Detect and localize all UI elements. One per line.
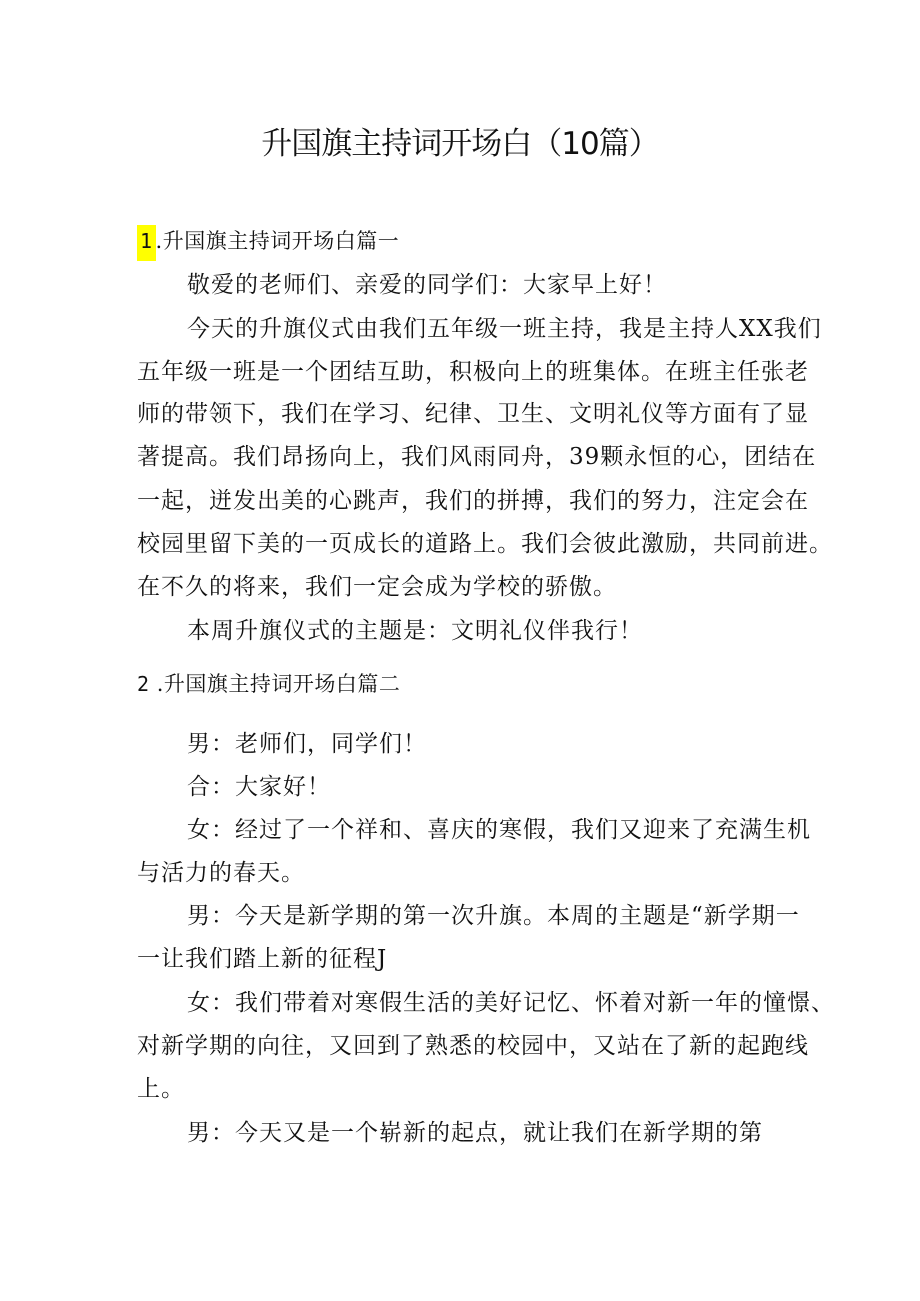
document-title: 升国旗主持词开场白（10篇） bbox=[261, 126, 659, 162]
dialogue-line: 合：大家好！ bbox=[187, 774, 331, 800]
dialogue-line: 男：老师们，同学们！ bbox=[187, 731, 427, 757]
paragraph-line: 校园里留下美的一页成长的道路上。我们会彼此激励，共同前进。 bbox=[137, 531, 833, 557]
highlighted-section-number: 1 bbox=[137, 225, 156, 261]
paragraph-line: 在不久的将来，我们一定会成为学校的骄傲。 bbox=[137, 574, 617, 600]
paragraph-line: 五年级一班是一个团结互助，积极向上的班集体。在班主任张老 bbox=[137, 359, 809, 385]
section-heading-1 bbox=[137, 224, 399, 258]
dialogue-line: 男：今天是新学期的第一次升旗。本周的主题是“新学期一 bbox=[187, 903, 800, 929]
section-heading-text: .升国旗主持词开场白篇一 bbox=[155, 229, 400, 253]
section-heading-2 bbox=[137, 667, 400, 701]
paragraph-line: 著提高。我们昂扬向上，我们风雨同舟，39颗永恒的心，团结在 bbox=[137, 444, 817, 470]
dialogue-line: 对新学期的向往，又回到了熟悉的校园中，又站在了新的起跑线 bbox=[137, 1033, 809, 1059]
paragraph-line: 今天的升旗仪式由我们五年级一班主持，我是主持人XX我们 bbox=[187, 316, 822, 342]
dialogue-line: 上。 bbox=[137, 1076, 185, 1102]
paragraph-line: 本周升旗仪式的主题是：文明礼仪伴我行！ bbox=[187, 618, 643, 644]
dialogue-line: 女：经过了一个祥和、喜庆的寒假，我们又迎来了充满生机 bbox=[187, 817, 811, 843]
paragraph-line: 一起，迸发出美的心跳声，我们的拼搏，我们的努力，注定会在 bbox=[137, 488, 809, 514]
paragraph-line: 敬爱的老师们、亲爱的同学们：大家早上好！ bbox=[187, 272, 667, 298]
paragraph-line: 师的带领下，我们在学习、纪律、卫生、文明礼仪等方面有了显 bbox=[137, 401, 809, 427]
section-number: 2 bbox=[137, 672, 150, 696]
dialogue-line: 与活力的春天。 bbox=[137, 860, 305, 886]
dialogue-line: 一让我们踏上新的征程J bbox=[137, 946, 388, 972]
section-heading-text: .升国旗主持词开场白篇二 bbox=[149, 672, 401, 696]
dialogue-line: 女：我们带着对寒假生活的美好记忆、怀着对新一年的憧憬、 bbox=[187, 990, 835, 1016]
dialogue-line: 男：今天又是一个崭新的起点，就让我们在新学期的第 bbox=[187, 1120, 763, 1146]
